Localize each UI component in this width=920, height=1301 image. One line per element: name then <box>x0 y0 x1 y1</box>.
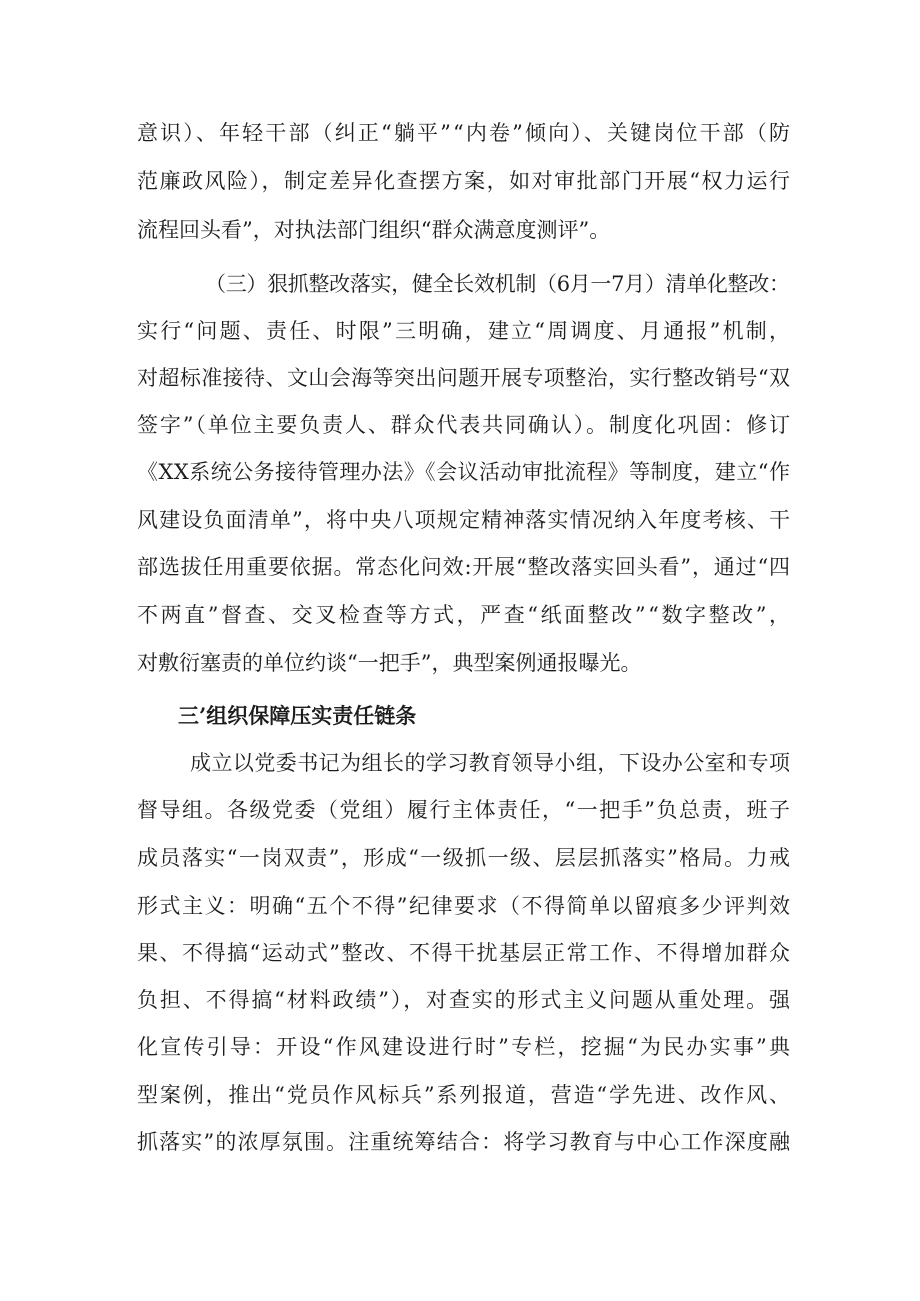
paragraph-2-line: （三）狠抓整改落实，健全长效机制（6月一7月）清单化整改： <box>205 272 790 296</box>
paragraph-2-line: 风建设负面清单”，将中央八项规定精神落实情况纳入年度考核、干 <box>137 508 792 532</box>
paragraph-2-line: 对超标准接待、文山会海等突出问题开展专项整治，实行整改销号“双 <box>137 366 791 390</box>
paragraph-3-line: 负担、不得搞“材料政绩”），对查实的形式主义问题从重处理。强 <box>137 988 792 1012</box>
paragraph-3-line: 抓落实”的浓厚氛围。注重统筹结合：将学习教育与中心工作深度融 <box>137 1130 792 1154</box>
paragraph-1-line: 流程回头看”，对执法部门组织“群众满意度测评”。 <box>137 218 611 242</box>
section-heading: 三’组织保障压实责任链条 <box>178 703 417 728</box>
paragraph-2-line: 不两直”督查、交叉检查等方式，严查“纸面整改”“数字整改”， <box>137 603 793 627</box>
paragraph-3-line: 果、不得搞“运动式”整改、不得干扰基层正常工作、不得增加群众 <box>137 941 792 965</box>
paragraph-3-line: 型案例，推出“党员作风标兵”系列报道，营造“学先进、改作风、 <box>137 1083 792 1107</box>
paragraph-3-line: 形式主义：明确“五个不得”纪律要求（不得简单以留痕多少评判效 <box>137 894 792 918</box>
paragraph-2-line: 实行“问题、责任、时限”三明确，建立“周调度、月通报”机制， <box>137 319 793 343</box>
paragraph-2-line: 部选拔任用重要依据。常态化问效:开展“整改落实回头看”，通过“四 <box>137 555 791 579</box>
paragraph-3-line: 督导组。各级党委（党组）履行主体责任，“一把手”负总责，班子 <box>137 798 792 822</box>
paragraph-1-line: 意识）、年轻干部（纠正“躺平”“内卷”倾向）、关键岗位干部（防 <box>137 121 793 145</box>
paragraph-3-line: 成员落实“一岗双责”，形成“一级抓一级、层层抓落实”格局。力戒 <box>137 846 792 870</box>
paragraph-3-line: 化宣传引导：开设“作风建设进行时”专栏，挖掘“为民办实事”典 <box>137 1035 793 1059</box>
paragraph-1-line: 范廉政风险），制定差异化查摆方案，如对审批部门开展“权力运行 <box>137 169 792 193</box>
paragraph-2-line: 对敷衍塞责的单位约谈“一把手”，典型案例通报曝光。 <box>137 651 642 675</box>
paragraph-3-line: 成立以党委书记为组长的学习教育领导小组，下设办公室和专项 <box>190 751 791 775</box>
paragraph-2-line: 《XX系统公务接待管理办法》《会议活动审批流程》等制度，建立“作 <box>137 460 791 484</box>
paragraph-2-line: 签字”（单位主要负责人、群众代表共同确认）。制度化巩固：修订 <box>137 413 792 437</box>
